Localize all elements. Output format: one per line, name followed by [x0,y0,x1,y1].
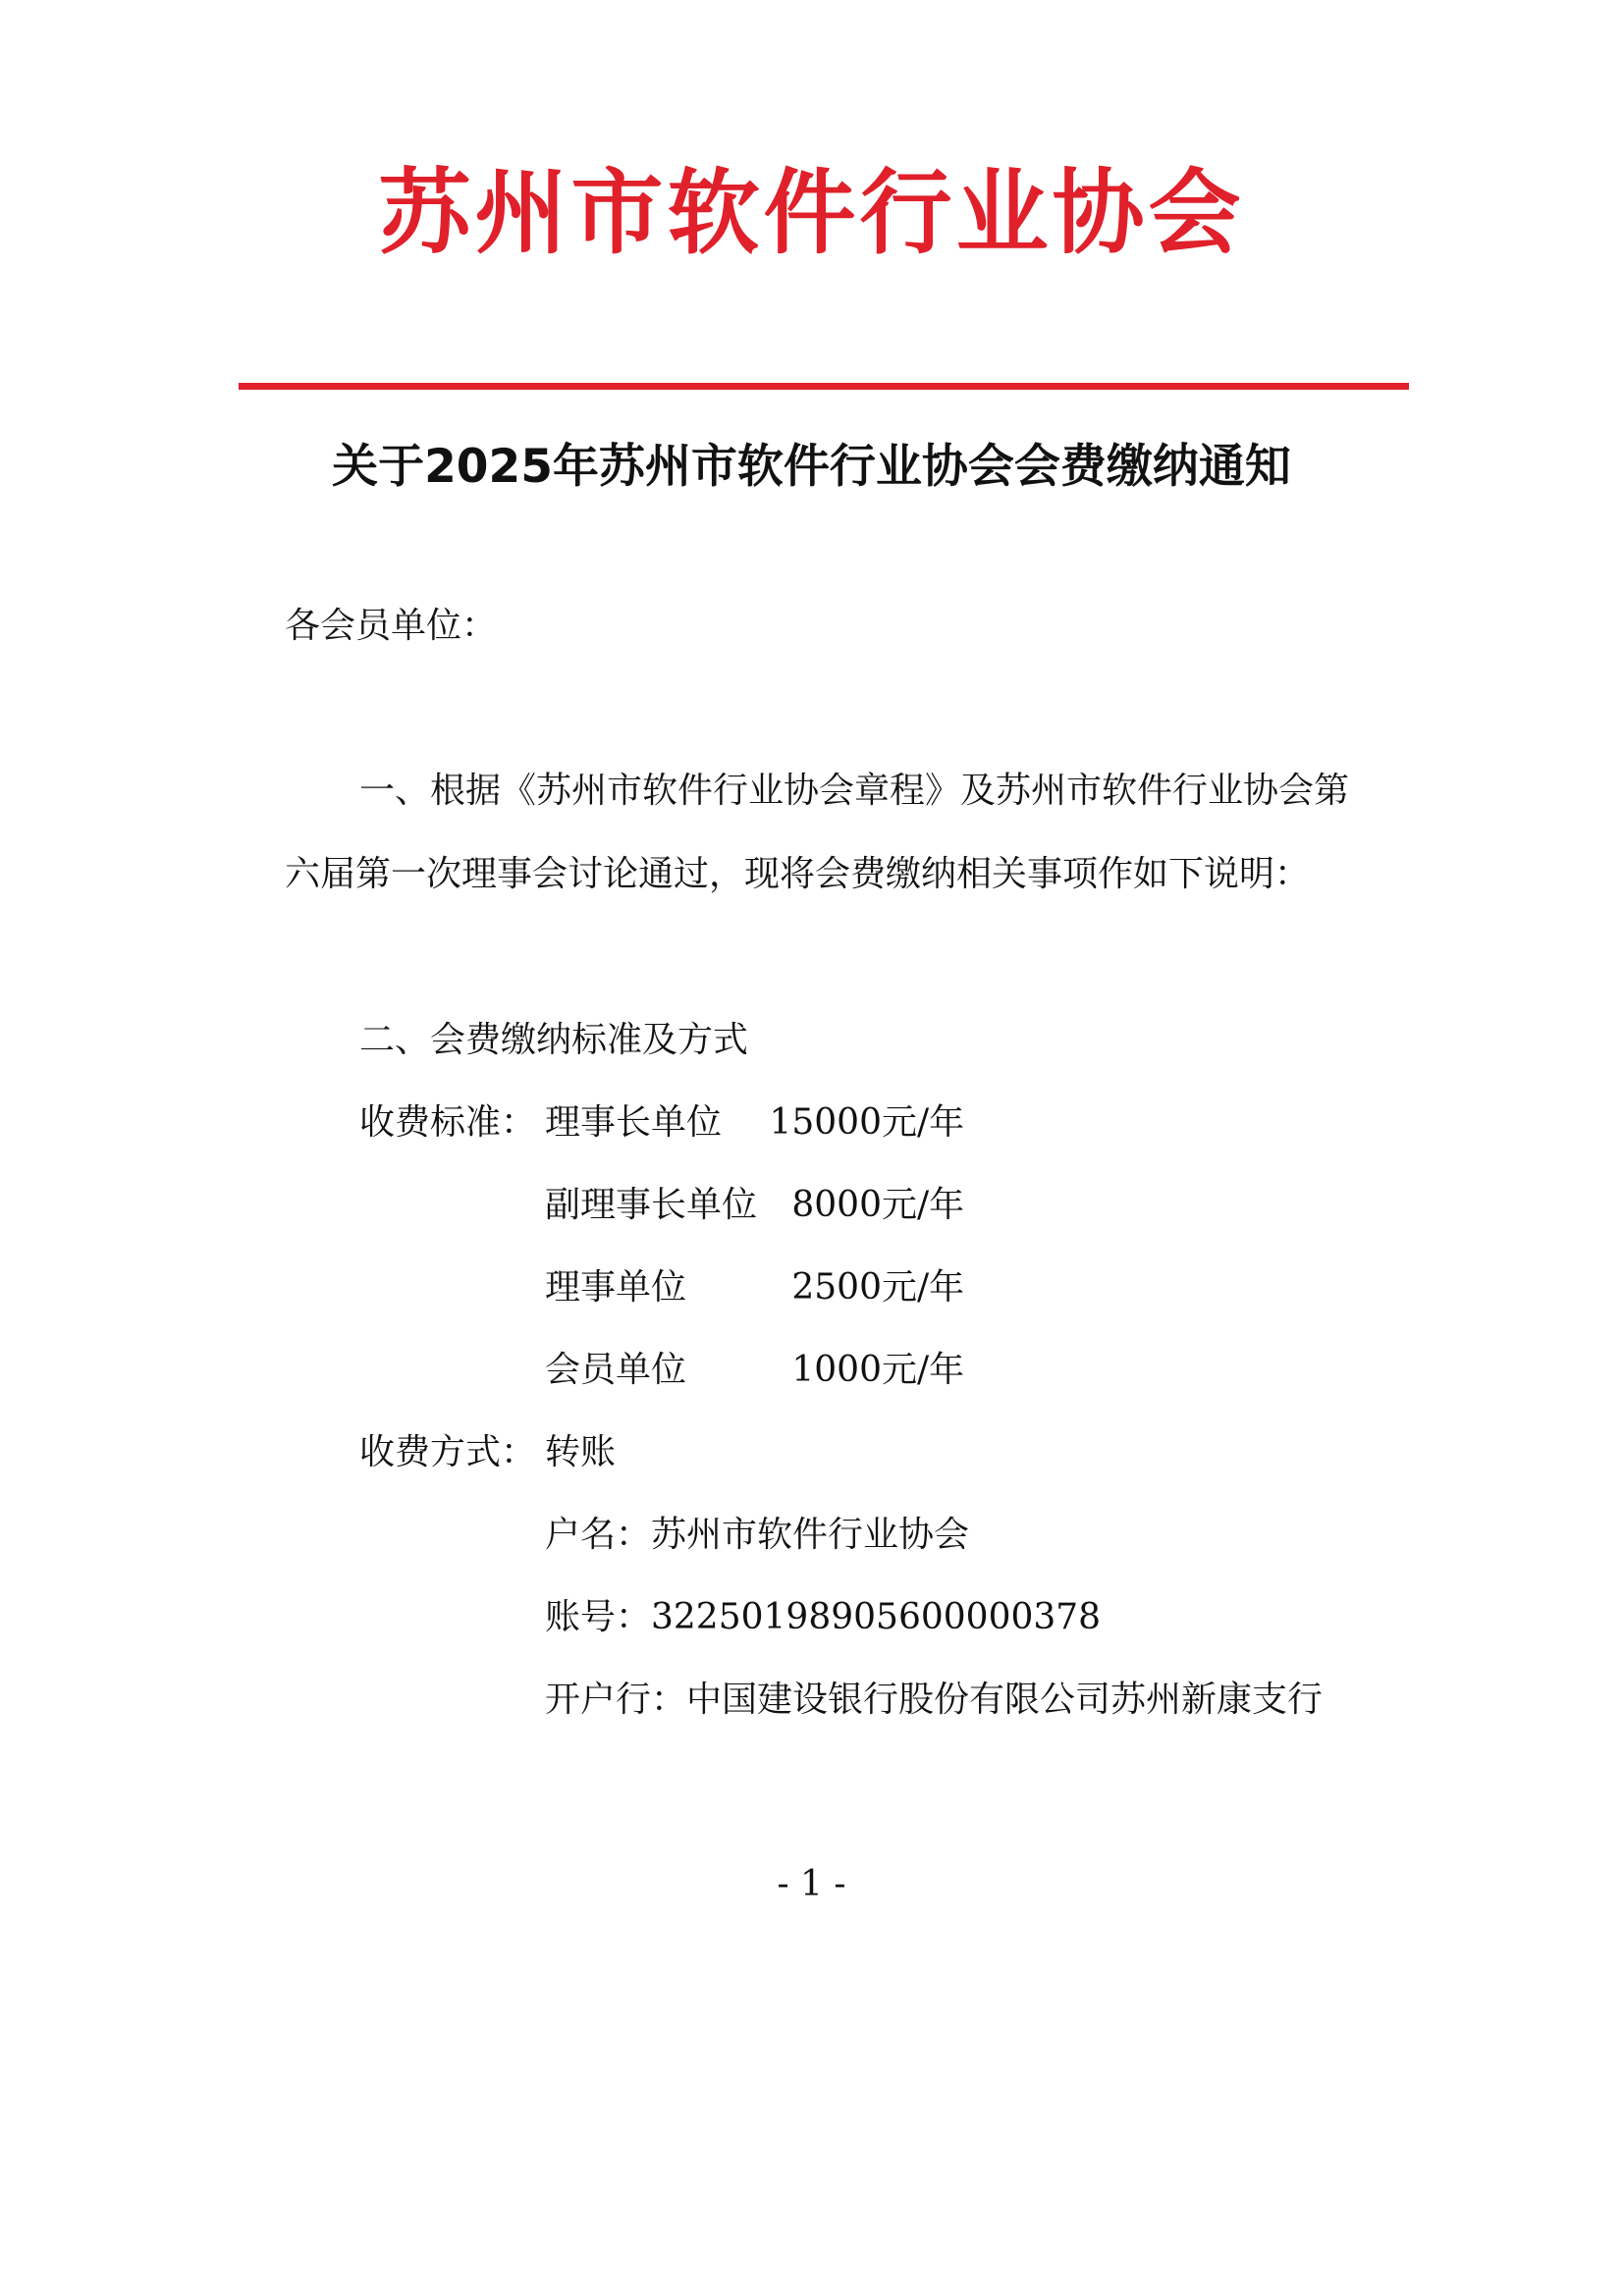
fee-row-unit: 副理事长单位 [545,1185,758,1225]
payment-method-value: 转账 [545,1432,617,1472]
fee-row-amount: 8000 [791,1185,882,1225]
salutation: 各会员单位： [285,606,498,646]
fee-row-per: 元/年 [882,1267,965,1308]
account-name: 户名：苏州市软件行业协会 [545,1515,970,1555]
account-number: 账号：32250198905600000378 [545,1597,1102,1637]
page-number: - 1 - [777,1864,846,1904]
section1-line1: 一、根据《苏州市软件行业协会章程》及苏州市软件行业协会第 [359,771,1350,811]
fee-row-unit: 会员单位 [545,1350,687,1390]
document-title: 关于2025年苏州市软件行业协会会费缴纳通知 [332,440,1291,494]
fee-standard-label: 收费标准： [359,1102,537,1143]
fee-row-amount: 1000 [791,1350,882,1390]
fee-row-unit: 理事单位 [545,1267,687,1308]
fee-row-per: 元/年 [882,1102,965,1143]
fee-row-per: 元/年 [882,1350,965,1390]
bank-branch: 开户行：中国建设银行股份有限公司苏州新康支行 [545,1680,1324,1720]
fee-row-unit: 理事长单位 [545,1102,723,1143]
letterhead-divider [239,383,1409,390]
fee-row-amount: 2500 [791,1267,882,1308]
payment-method-label: 收费方式： [359,1432,537,1472]
fee-row-per: 元/年 [882,1185,965,1225]
section1-line2: 六届第一次理事会讨论通过，现将会费缴纳相关事项作如下说明： [285,854,1311,894]
section2-heading: 二、会费缴纳标准及方式 [359,1020,749,1060]
fee-row-amount: 15000 [769,1102,882,1143]
letterhead-org-name: 苏州市软件行业协会 [378,159,1245,267]
